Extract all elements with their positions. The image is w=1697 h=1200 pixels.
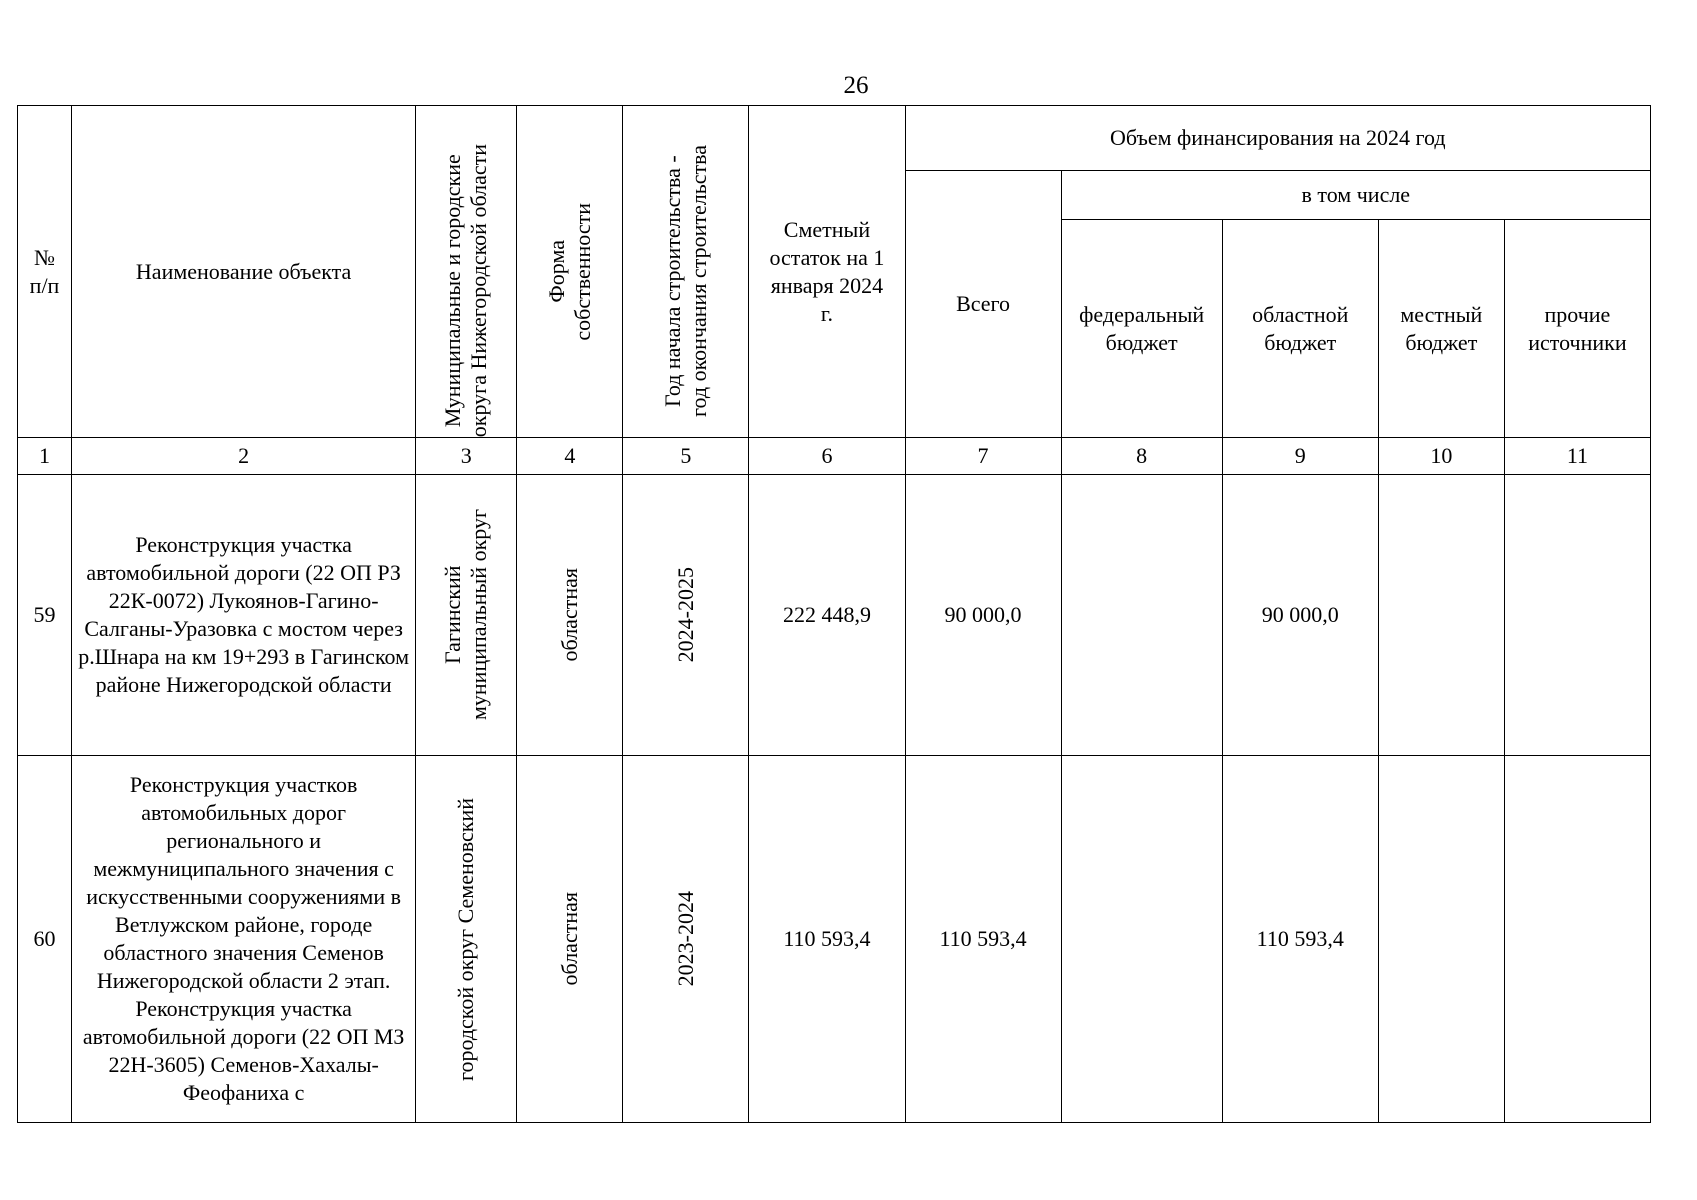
- row-name: Реконструкция участка автомобильной дороги (22 ОП РЗ 22К-0072) Лукоянов-Гагино-Салганы-Уразовка с мостом через р.Шнара на км 19+293 в Гагинском районе Нижегородской области: [72, 475, 416, 756]
- header-other: [1504, 220, 1650, 438]
- row-regional: 90 000,0: [1222, 475, 1378, 756]
- header-federal-line2: бюджет: [1105, 329, 1178, 355]
- row-total: 110 593,4: [905, 756, 1061, 1123]
- table-row: [18, 475, 1651, 756]
- column-index: 1: [18, 438, 72, 475]
- column-index: 8: [1061, 438, 1222, 475]
- header-local-line1: местный: [1400, 301, 1483, 327]
- header-local-line2: бюджет: [1405, 329, 1478, 355]
- header-municipal-label: [440, 144, 492, 437]
- row-municipal-line2: муниципальный округ: [466, 509, 492, 721]
- row-federal: [1061, 475, 1222, 756]
- header-ownership-line1: Форма: [543, 240, 569, 303]
- header-years: [623, 106, 749, 438]
- column-index-row: [18, 438, 1651, 475]
- row-years: [623, 756, 749, 1123]
- column-index: 7: [905, 438, 1061, 475]
- row-total: 90 000,0: [905, 475, 1061, 756]
- row-ownership: [517, 475, 623, 756]
- column-index: 4: [517, 438, 623, 475]
- header-name: [72, 106, 416, 438]
- row-num: 60: [18, 756, 72, 1123]
- header-years-label: [660, 145, 712, 417]
- column-index: 6: [749, 438, 905, 475]
- row-years-label: 2024-2025: [672, 567, 698, 663]
- header-funding-label: Объем финансирования на 2024 год: [1109, 125, 1446, 150]
- header-estimate-label: Сметный остаток на 1 января 2024 г.: [769, 216, 885, 326]
- column-index: 9: [1222, 438, 1378, 475]
- table-row: [18, 756, 1651, 1123]
- row-municipal: [416, 475, 517, 756]
- column-index: 5: [623, 438, 749, 475]
- header-ownership-label: [544, 203, 596, 341]
- row-local: [1378, 756, 1504, 1123]
- row-municipal-label: городской округ Семеновский: [453, 797, 479, 1081]
- header-regional: [1222, 220, 1378, 438]
- row-estimate: 222 448,9: [749, 475, 905, 756]
- header-regional-line1: областной: [1252, 301, 1349, 327]
- header-municipal-line1: Муниципальные и городские: [440, 153, 466, 427]
- row-municipal-line1: Гагинский: [440, 565, 466, 665]
- column-index: 11: [1504, 438, 1650, 475]
- row-years: [623, 475, 749, 756]
- funding-table: [17, 105, 1651, 1123]
- header-funding-group: [905, 106, 1651, 171]
- header-regional-line2: бюджет: [1264, 329, 1337, 355]
- column-index: 2: [72, 438, 416, 475]
- header-ownership: [517, 106, 623, 438]
- row-ownership-label: областная: [556, 568, 582, 662]
- header-total-label: Всего: [956, 291, 1011, 316]
- header-name-label: Наименование объекта: [135, 258, 352, 284]
- header-other-line2: источники: [1528, 329, 1627, 355]
- row-regional: 110 593,4: [1222, 756, 1378, 1123]
- row-municipal: [416, 756, 517, 1123]
- header-years-line2: год окончания строительства: [685, 145, 711, 417]
- header-years-line1: Год начала строительства -: [659, 155, 685, 407]
- header-including-label: в том числе: [1301, 182, 1411, 207]
- row-other: [1504, 475, 1650, 756]
- header-num-label: № п/п: [29, 244, 60, 298]
- row-estimate: 110 593,4: [749, 756, 905, 1123]
- header-other-line1: прочие: [1544, 301, 1611, 327]
- header-federal: [1061, 220, 1222, 438]
- header-municipal-line2: округа Нижегородской области: [466, 143, 492, 437]
- header-total: [905, 171, 1061, 438]
- row-ownership: [517, 756, 623, 1123]
- header-num: [18, 106, 72, 438]
- row-num: 59: [18, 475, 72, 756]
- header-ownership-line2: собственности: [569, 202, 595, 341]
- column-index: 3: [416, 438, 517, 475]
- header-estimate: [749, 106, 905, 438]
- column-index: 10: [1378, 438, 1504, 475]
- row-municipal-label: [440, 509, 492, 720]
- row-ownership-label: областная: [556, 892, 582, 986]
- row-other: [1504, 756, 1650, 1123]
- row-federal: [1061, 756, 1222, 1123]
- header-municipal: [416, 106, 517, 438]
- row-years-label: 2023-2024: [672, 891, 698, 987]
- row-local: [1378, 475, 1504, 756]
- page-number: 26: [843, 72, 869, 99]
- header-federal-line1: федеральный: [1079, 301, 1205, 327]
- header-local: [1378, 220, 1504, 438]
- header-including: [1061, 171, 1650, 220]
- row-name: Реконструкция участков автомобильных дорог регионального и межмуниципального значения с искусственными сооружениями в Ветлужском районе, городе областного значения Семенов Нижегородской области 2 этап. Реконструкция участка автомобильной дороги (22 ОП МЗ 22Н-3605) Семенов-Хахалы-Феофаниха с: [72, 756, 416, 1123]
